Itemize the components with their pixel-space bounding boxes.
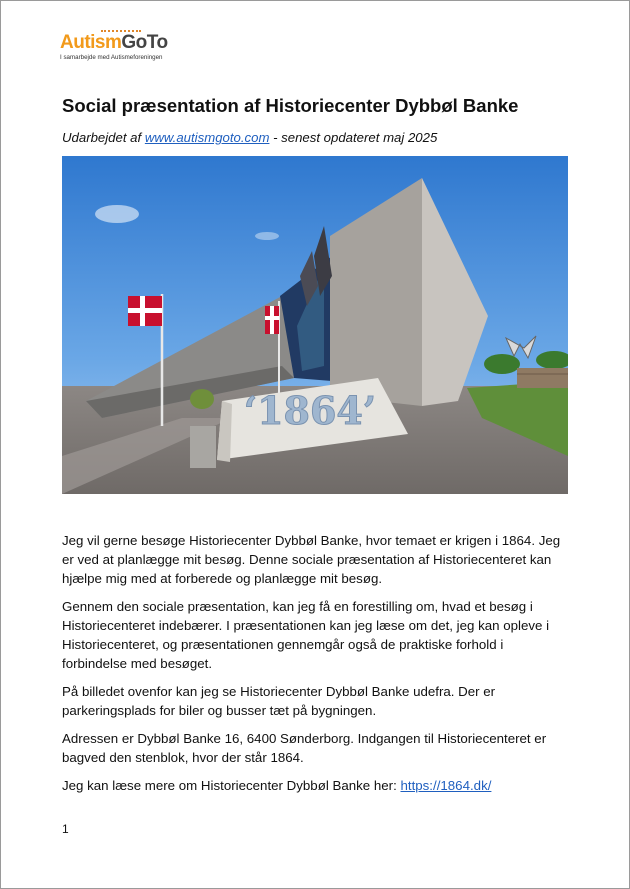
more-info-text: Jeg kan læse mere om Historiecenter Dybbøl Banke her:	[62, 778, 401, 793]
paragraph: Gennem den sociale præsentation, kan jeg få en forestilling om, hvad et besøg i Historiecenteret indebærer. I præsentationen kan jeg læse om det, jeg kan opleve i Historiecenteret, og præsentationen gennemgår også de praktiske forhold i forbindelse med besøget.	[62, 599, 550, 671]
logo-wordmark	[60, 33, 168, 53]
paragraph: På billedet ovenfor kan jeg se Historiecenter Dybbøl Banke udefra. Der er parkeringsplads for biler og busser tæt på bygningen.	[62, 684, 496, 718]
page-number: 1	[62, 822, 69, 836]
historiecenter-photo	[62, 156, 568, 494]
subtitle-suffix: - senest opdateret maj 2025	[269, 130, 438, 145]
stone-inscription: ‘1864’	[243, 388, 377, 433]
planter	[190, 389, 216, 468]
page-title: Social præsentation af Historiecenter Dybbøl Banke	[62, 95, 519, 116]
autismgoto-link[interactable]: www.autismgoto.com	[144, 130, 270, 145]
autismgoto-logo[interactable]	[60, 32, 168, 65]
subtitle	[62, 130, 437, 145]
paragraph	[62, 776, 562, 795]
paragraph: Jeg vil gerne besøge Historiecenter Dybbøl Banke, hvor temaet er krigen i 1864. Jeg er ved at planlægge mit besøg. Denne sociale præsentation af Historiecenteret kan hjælpe mig med at forberede og planlægge mit besøg.	[62, 533, 561, 586]
paragraph: Adressen er Dybbøl Banke 16, 6400 Sønderborg. Indgangen til Historiecenteret er bagved den stenblok, hvor der står 1864.	[62, 731, 547, 765]
logo-word-goto: GoTo	[121, 32, 168, 53]
fence	[517, 368, 568, 388]
subtitle-prefix: Udarbejdet af	[62, 130, 145, 145]
historiecenter-link[interactable]: https://1864.dk/	[400, 778, 492, 793]
logo-word-autism: Autism	[60, 32, 122, 53]
body-text	[62, 531, 562, 804]
logo-tagline: I samarbejde med Autismeforeningen	[60, 54, 163, 61]
